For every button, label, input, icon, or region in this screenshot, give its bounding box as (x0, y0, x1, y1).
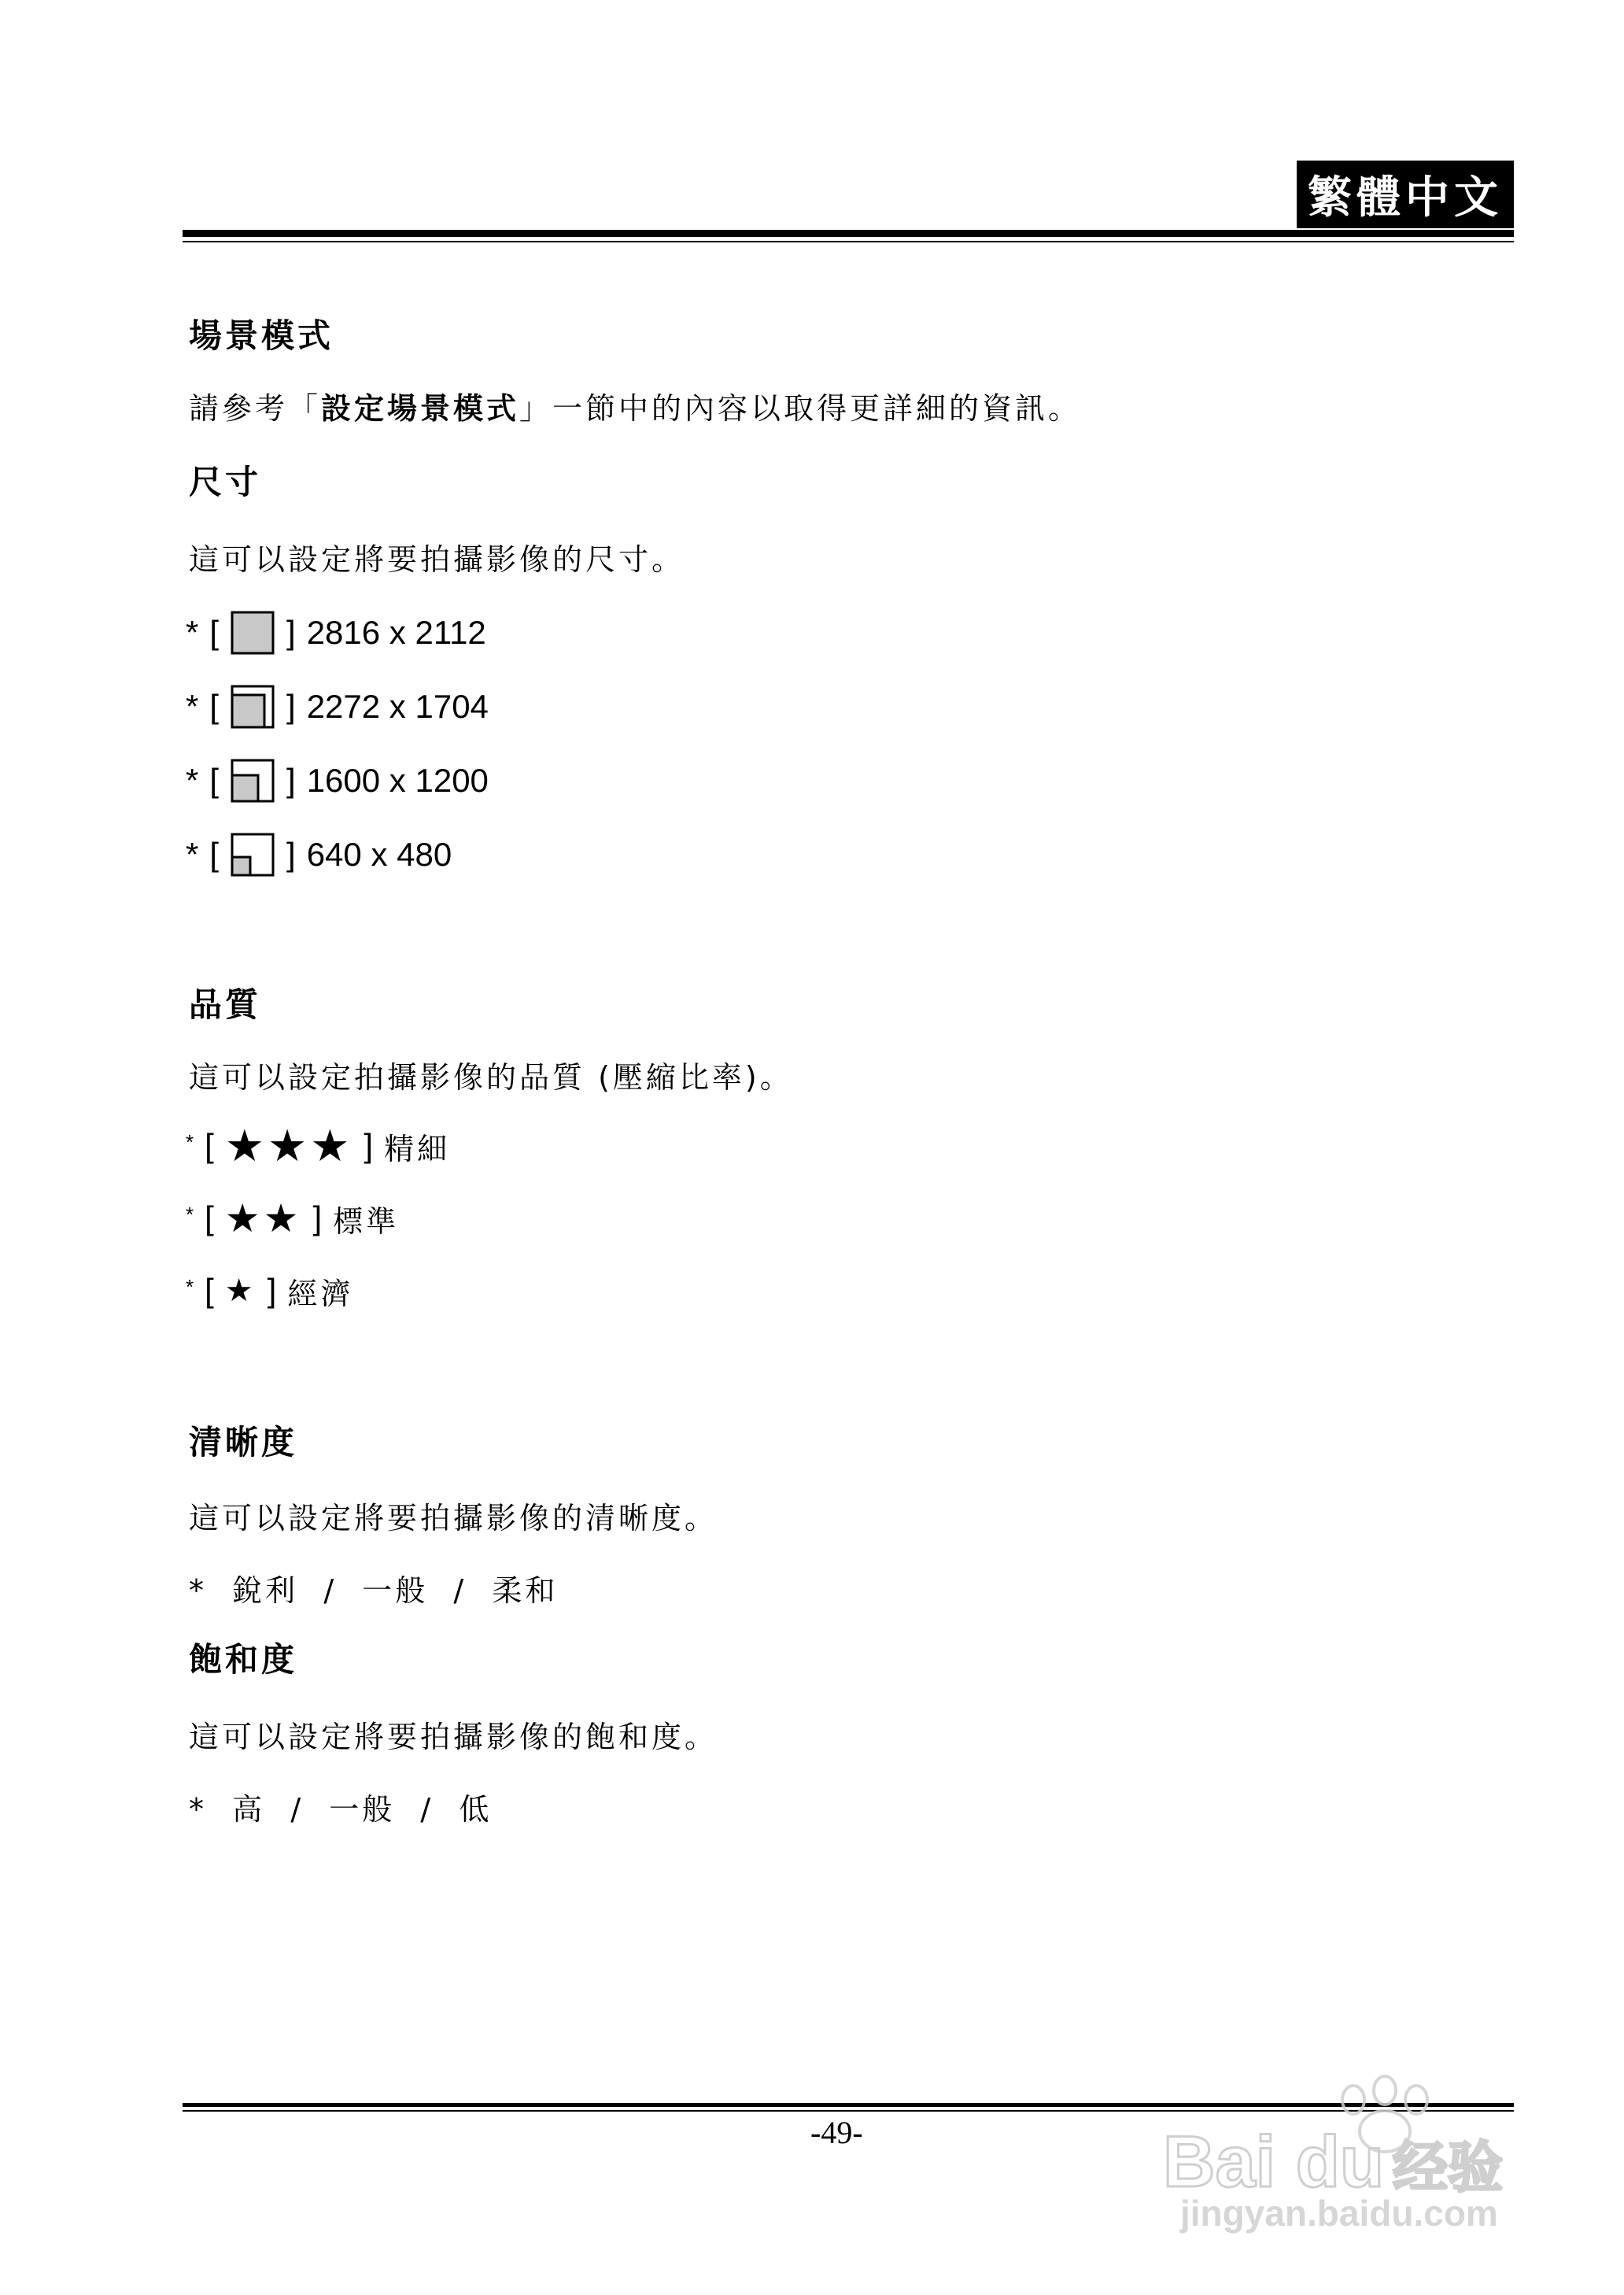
star-icon: ★★ (224, 1196, 302, 1241)
size-full-icon (230, 610, 275, 656)
sharpness-options: * 銳利 / 一般 / 柔和 (189, 1573, 559, 1608)
size-option: * [ ] 640 x 480 (186, 831, 452, 878)
page-number: -49- (810, 2115, 863, 2150)
quality-option: * [ ★★ ] 標準 (186, 1196, 400, 1241)
star-icon: ★ (224, 1273, 257, 1309)
size-text: 這可以設定將要拍攝影像的尺寸。 (189, 542, 685, 577)
quality-heading: 品質 (189, 985, 262, 1024)
scene-heading: 場景模式 (189, 316, 334, 355)
sharpness-heading: 清晰度 (189, 1423, 298, 1462)
star-icon: ★★★ (224, 1120, 353, 1172)
saturation-text: 這可以設定將要拍攝影像的飽和度。 (189, 1720, 718, 1754)
header-rule (183, 230, 1514, 237)
svg-text:jingyan.baidu.com: jingyan.baidu.com (1180, 2193, 1498, 2234)
size-medium-icon (230, 758, 275, 804)
quality-option: * [ ★★★ ] 精細 (186, 1120, 451, 1172)
saturation-options: * 高 / 一般 / 低 (189, 1792, 493, 1827)
svg-text:经验: 经验 (1393, 2135, 1503, 2200)
scene-link-text: 設定場景模式 (321, 390, 520, 426)
saturation-heading: 飽和度 (189, 1640, 298, 1679)
quality-text: 這可以設定拍攝影像的品質 (壓縮比率)。 (189, 1060, 793, 1095)
size-small-icon (230, 832, 275, 878)
size-large-icon (230, 684, 275, 730)
size-option: * [ ] 2816 x 2112 (186, 609, 486, 656)
scene-text: 請參考「設定場景模式」一節中的內容以取得更詳細的資訊。 (189, 390, 1082, 426)
sharpness-text: 這可以設定將要拍攝影像的清晰度。 (189, 1501, 718, 1536)
header-rule-thin (183, 241, 1514, 242)
baidu-watermark-logo (1157, 2068, 1534, 2234)
size-option: * [ ] 1600 x 1200 (186, 757, 489, 804)
language-tab: 繁體中文 (1297, 161, 1514, 228)
size-heading: 尺寸 (189, 463, 262, 501)
size-option: * [ ] 2272 x 1704 (186, 683, 489, 730)
svg-text:Bai du: Bai du (1163, 2122, 1385, 2202)
quality-option: * [ ★ ] 經濟 (186, 1272, 354, 1311)
